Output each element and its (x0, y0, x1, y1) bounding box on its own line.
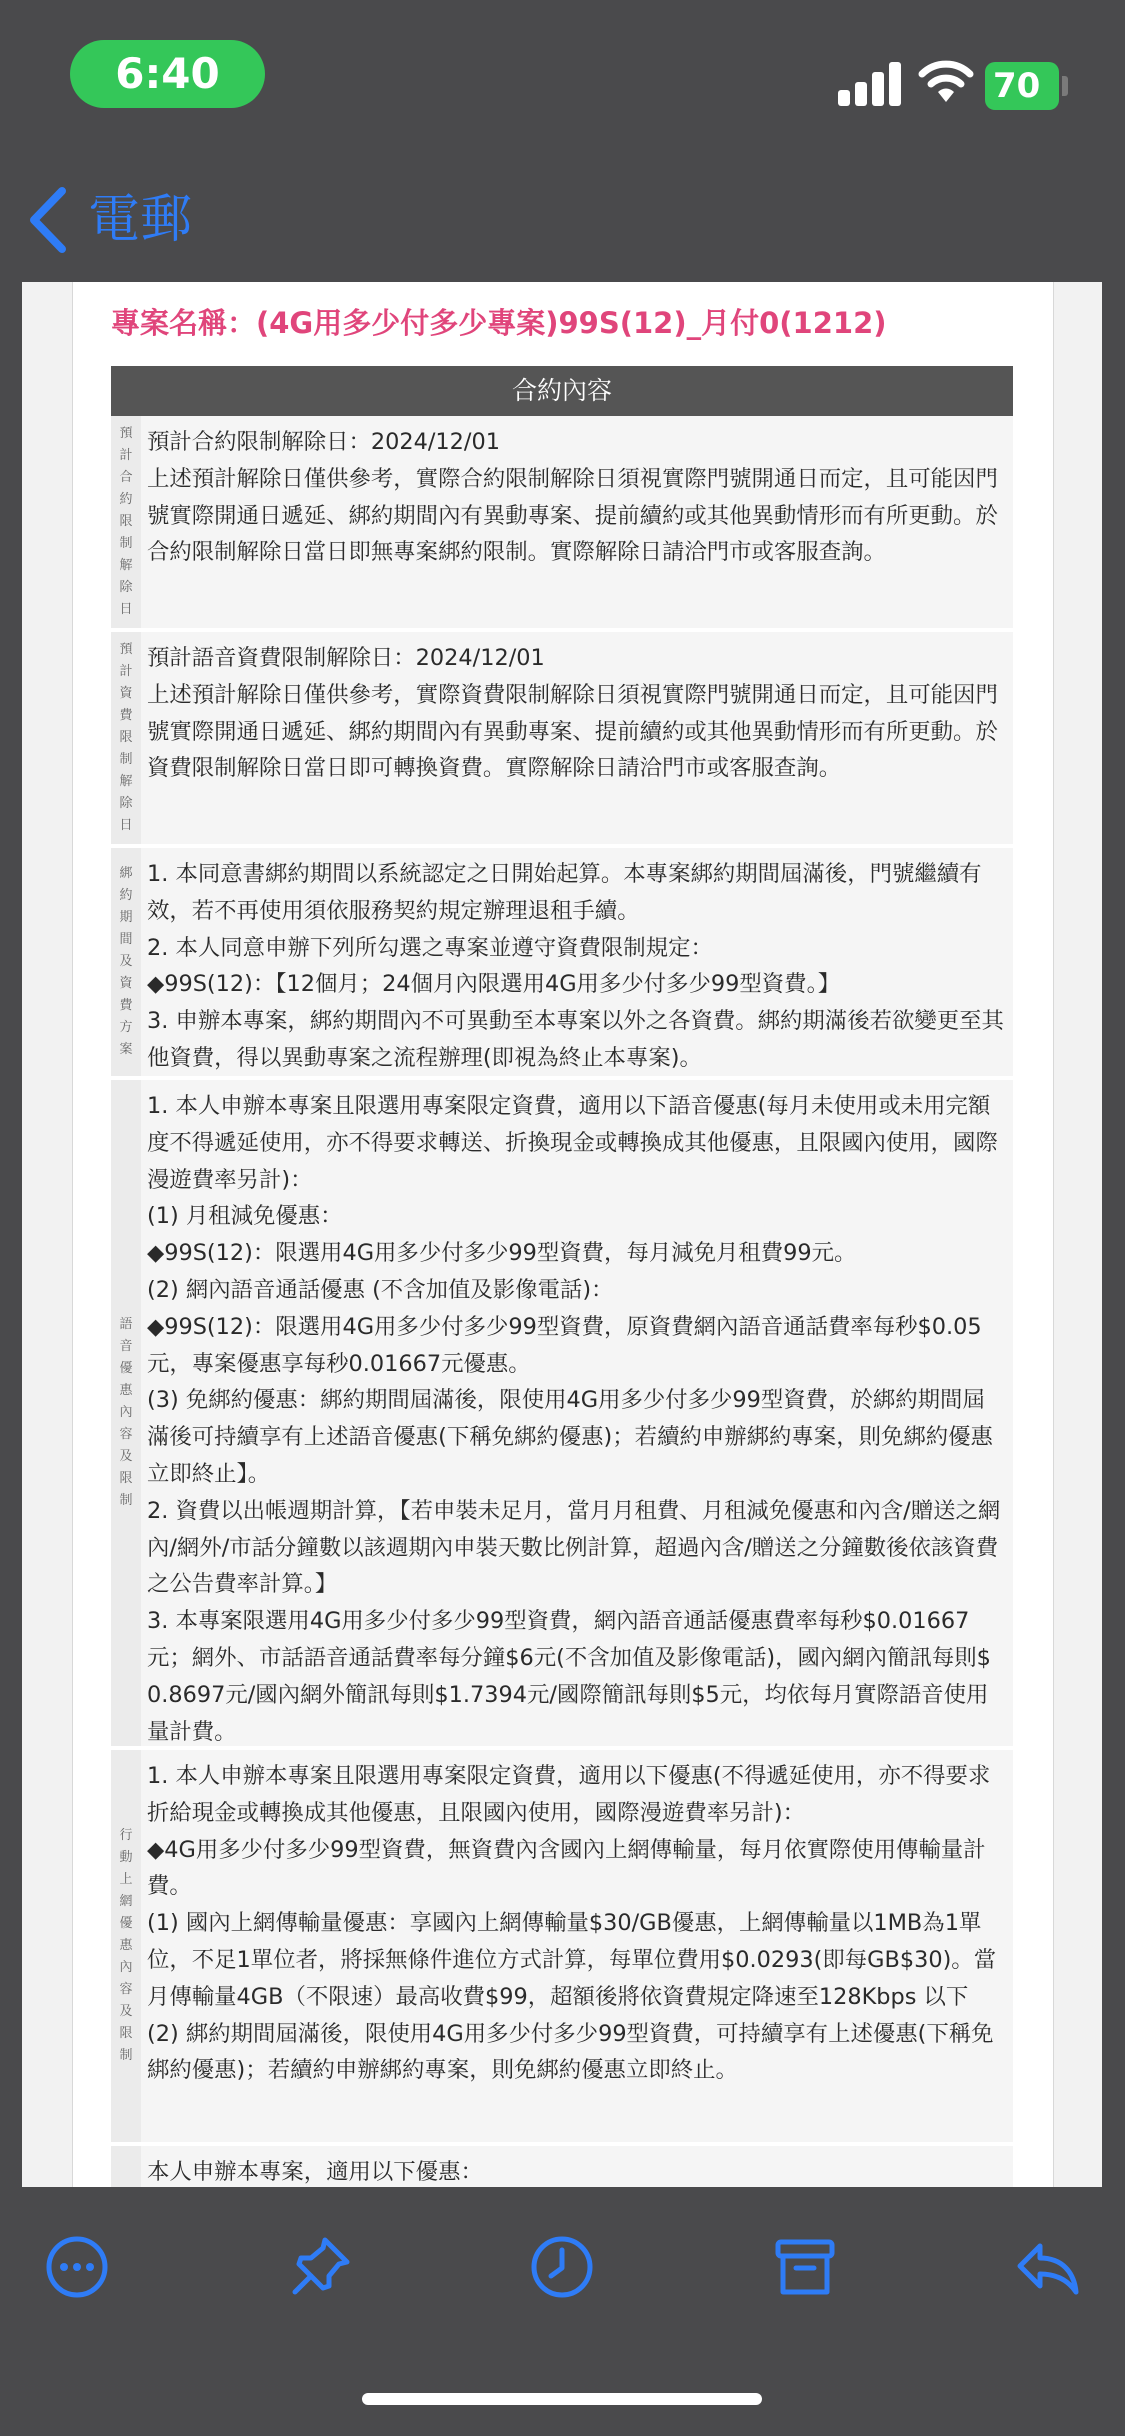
reply-icon[interactable] (1012, 2232, 1082, 2302)
row-label: 語音優惠內容及限制 (111, 1080, 141, 1746)
status-time[interactable]: 6:40 (70, 40, 265, 108)
status-bar (0, 0, 1125, 150)
row-label: 預計合約限制解除日 (111, 416, 141, 628)
row-text: 預計語音資費限制解除日：2024/12/01 上述預計解除日僅供參考，實際資費限制解除日須視實際門號開通日而定，且可能因門號實際開通日遞延、綁約期間內有異動專案、提前續約或其他異動情形而有所更動。於資費限制解除日當日即可轉換資費。實際解除日請洽門市或客服查詢。 (147, 645, 998, 782)
row-text: 1. 本同意書綁約期間以系統認定之日開始起算。本專案綁約期間屆滿後，門號繼續有效，若不再使用須依服務契約規定辦理退租手續。 2. 本人同意申辦下列所勾選之專案並遵守資費限制規定： ◆99S(12)：【12個月；24個月內限選用4G用多少付多少99型資費。】 3. 申辦本專案，綁約期間內不可異動至本專案以外之各資費。綁約期滿後若欲變更至其他資費，得以異動專案之流程辦理(即視為終止本專案)。 (147, 861, 1004, 1071)
row-label: 綁約期間及資費方案 (111, 848, 141, 1076)
email-content-area[interactable] (22, 282, 1102, 2187)
contract-row (111, 632, 1013, 844)
row-label: 行動上網優惠內容及限制 (111, 1750, 141, 2142)
contract-row (111, 2146, 1013, 2187)
navigation-bar (0, 160, 1125, 280)
clock-icon[interactable] (527, 2232, 597, 2302)
battery-tip (1062, 76, 1068, 96)
contract-table-header: 合約內容 (111, 366, 1013, 416)
row-text: 本人申辦本專案，適用以下優惠： (147, 2159, 483, 2185)
contract-row (111, 416, 1013, 628)
row-text: 預計合約限制解除日：2024/12/01 上述預計解除日僅供參考，實際合約限制解除日須視實際門號開通日而定，且可能因門號實際開通日遞延、綁約期間內有異動專案、提前續約或其他異動情形而有所更動。於合約限制解除日當日即無專案綁約限制。實際解除日請洽門市或客服查詢。 (147, 429, 998, 566)
home-indicator[interactable] (362, 2393, 762, 2405)
email-body (72, 282, 1054, 2187)
pin-icon[interactable] (285, 2232, 355, 2302)
battery-level: 70 (993, 66, 1041, 106)
plan-title: 專案名稱：(4G用多少付多少專案)99S(12)_月付0(1212) (111, 306, 887, 340)
more-icon[interactable] (42, 2232, 112, 2302)
contract-row (111, 1080, 1013, 1746)
cellular-signal-icon (838, 58, 902, 106)
wifi-icon (918, 56, 974, 104)
back-button[interactable]: 電郵 (88, 190, 193, 250)
row-label: 預計資費限制解除日 (111, 632, 141, 844)
archive-icon[interactable] (770, 2232, 840, 2302)
contract-row (111, 848, 1013, 1076)
row-label (111, 2146, 141, 2187)
row-text: 1. 本人申辦本專案且限選用專案限定資費，適用以下語音優惠(每月未使用或未用完額度不得遞延使用，亦不得要求轉送、折換現金或轉換成其他優惠，且限國內使用，國際漫遊費率另計)： (1) 月租減免優惠： ◆99S(12)：限選用4G用多少付多少99型資費，每月減免月租費99元。 (2) 網內語音通話優惠 (不含加值及影像電話)： ◆99S(12)：限選用4G用多少付多少99型資費，原資費網內語音通話費率每秒$0.05元，專案優惠享每秒0.01667元優惠。 (3) 免綁約優惠：綁約期間屆滿後，限使用4G用多少付多少99型資費，於綁約期間屆滿後可持續享有上述語音優惠(下稱免綁約優惠)；若續約申辦綁約專案，則免綁約優惠立即終止】。 2. 資費以出帳週期計算，【若申裝未足月，當月月租費、月租減免優惠和內含/贈送之網內/網外/市話分鐘數以該週期內申裝天數比例計算，超過內含/贈送之分鐘數後依該資費之公告費率計算。】 3. 本專案限選用4G用多少付多少99型資費，網內語音通話優惠費率每秒$0.01667元；網外、市話語音通話費率每分鐘$6元(不含加值及影像電話)，國內網內簡訊每則$ 0.8697元/國內網外簡訊每則$1.7394元/國際簡訊每則$5元，均依每月實際語音使用量計費。 (147, 1093, 1001, 1745)
row-text: 1. 本人申辦本專案且限選用專案限定資費，適用以下優惠(不得遞延使用，亦不得要求折給現金或轉換成其他優惠，且限國內使用，國際漫遊費率另計)： ◆4G用多少付多少99型資費，無資費內含國內上網傳輸量，每月依實際使用傳輸量計費。 (1) 國內上網傳輸量優惠：享國內上網傳輸量$30/GB優惠，上網傳輸量以1MB為1單位，不足1單位者，將採無條件進位方式計算，每單位費用$0.0293(即每GB$30)。當月傳輸量4GB（不限速）最高收費$99，超額後將依資費規定降速至128Kbps 以下 (2) 綁約期間屆滿後，限使用4G用多少付多少99型資費，可持續享有上述優惠(下稱免綁約優惠)；若續約申辦綁約專案，則免綁約優惠立即終止。 (147, 1763, 997, 2084)
contract-row (111, 1750, 1013, 2142)
back-chevron-icon[interactable] (22, 185, 72, 255)
battery-indicator (985, 62, 1059, 110)
